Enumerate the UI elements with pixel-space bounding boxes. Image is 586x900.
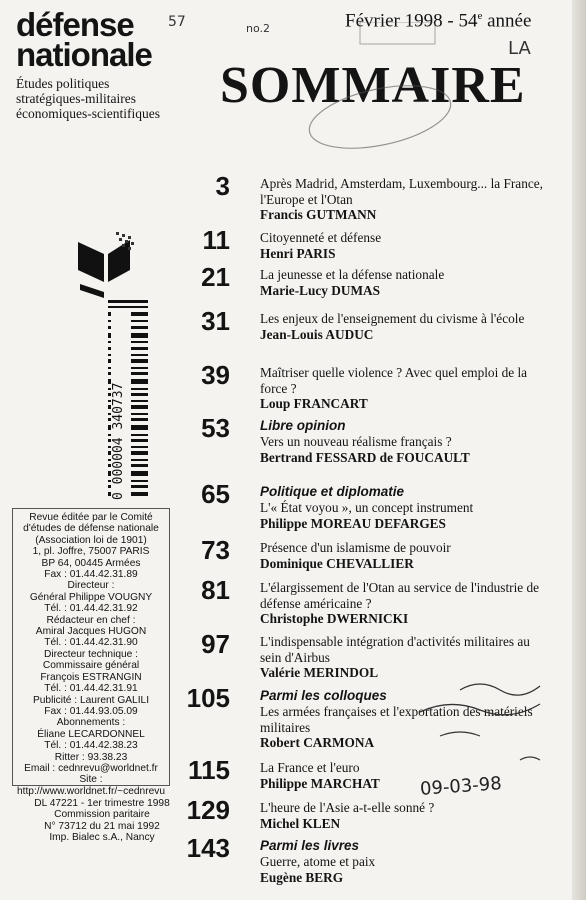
magazine-title-line1: défense [16, 6, 134, 43]
info-line: Ritter : 93.38.23 [54, 751, 128, 763]
ink-stamp-top [300, 22, 470, 172]
info-line: Amiral Jacques HUGON [35, 626, 147, 638]
handwritten-note: LA [508, 38, 531, 59]
article-title: Guerre, atome et paix [260, 854, 376, 869]
subtitle-line: stratégiques-militaires [16, 91, 136, 106]
article-author: Loup FRANCART [260, 396, 368, 411]
page-number: 11 [202, 225, 230, 255]
article-author: Michel KLEN [260, 815, 341, 831]
handwritten-note: 57 [168, 14, 186, 30]
article-author: Francis GUTMANN [260, 207, 377, 222]
page-number: 31 [201, 306, 230, 336]
article-author: Jean-Louis AUDUC [260, 326, 374, 342]
legal-notice [22, 798, 182, 844]
library-stamp [400, 650, 550, 800]
page-number: 53 [201, 413, 230, 443]
article-title: Les armées françaises et l'exportation des matériels militaires [260, 704, 533, 735]
article-author: Philippe MARCHAT [260, 775, 380, 791]
info-line: Publicité : Laurent GALILI [32, 694, 150, 706]
subtitle-line: économiques-scientifiques [16, 106, 160, 121]
info-line: Tél. : 01.44.42.38.23 [44, 740, 138, 752]
page-number: 143 [186, 833, 230, 863]
page-number: 81 [201, 575, 230, 605]
section-heading: Politique et diplomatie [260, 484, 405, 499]
page-number: 39 [201, 360, 230, 390]
magazine-subtitle [16, 76, 191, 121]
article-title: Maîtriser quelle violence ? Avec quel emploi de la force ? [260, 365, 528, 396]
info-line: Éliane LECARDONNEL [37, 728, 145, 740]
article-title: L'heure de l'Asie a-t-elle sonné ? [260, 800, 435, 815]
article-title: Présence d'un islamisme de pouvoir [260, 540, 451, 555]
article-title: L'élargissement de l'Otan au service de l'industrie de défense américaine ? [260, 580, 540, 611]
legal-line: N° 73712 du 21 mai 1992 [44, 820, 160, 832]
section-heading: Parmi les colloques [260, 688, 387, 703]
article-author: Philippe MOREAU DEFARGES [260, 515, 446, 531]
info-line: Email : cednrevu@worldnet.fr [24, 762, 158, 774]
info-line: Site : [79, 774, 103, 786]
article-title: L'« État voyou », un concept instrument [260, 500, 474, 515]
page-heading: SOMMAIRE [220, 57, 526, 114]
stamp-date: 09-03-98 [419, 773, 503, 800]
magazine-title [16, 6, 191, 73]
info-line: Tél. : 01.44.42.31.90 [44, 637, 138, 649]
legal-line: Commission paritaire [54, 809, 150, 821]
magazine-title-line2: nationale [16, 36, 152, 73]
info-line: Revue éditée par le Comité [29, 512, 153, 523]
publisher-logo [78, 232, 136, 302]
info-line: Directeur : [67, 580, 115, 592]
article-author: Dominique CHEVALLIER [260, 555, 414, 571]
article-title: Après Madrid, Amsterdam, Luxembourg... la France, l'Europe et l'Otan [260, 176, 543, 207]
page-number: 115 [188, 755, 230, 785]
info-line: Fax : 01.44.42.31.89 [44, 569, 138, 581]
page-number: 97 [201, 629, 230, 659]
article-author: Eugène BERG [260, 869, 344, 885]
article-author: Valérie MERINDOL [260, 665, 379, 680]
subtitle-line: Études politiques [16, 76, 110, 91]
info-line: d'études de défense nationale [23, 523, 159, 535]
page-edge [572, 0, 586, 900]
page-number: 73 [201, 535, 230, 565]
page-number: 105 [186, 683, 230, 713]
article-title: La France et l'euro [260, 760, 360, 775]
info-line: (Association loi de 1901) [35, 534, 147, 546]
article-author: Bertrand FESSARD de FOUCAULT [260, 449, 470, 465]
info-line: Commissaire général [42, 660, 140, 672]
page-number: 3 [215, 171, 230, 201]
article-title: Vers un nouveau réalisme français ? [260, 434, 452, 449]
info-line: Directeur technique : [43, 648, 138, 660]
section-heading: Libre opinion [260, 418, 346, 433]
article-title: Citoyenneté et défense [260, 230, 382, 245]
issue-date: Février 1998 - 54e année [345, 10, 532, 32]
barcode-digits: 0 000004 340737 [111, 310, 131, 500]
page-number: 129 [186, 795, 230, 825]
info-line: Tél. : 01.44.42.31.92 [44, 603, 138, 615]
info-line: François ESTRANGIN [40, 671, 142, 683]
stamp-scribbles [400, 650, 550, 770]
info-line: Tél. : 01.44.42.31.91 [44, 683, 138, 695]
article-author: Robert CARMONA [260, 735, 375, 750]
publisher-info-box [12, 508, 170, 797]
article-title: La jeunesse et la défense nationale [260, 267, 445, 282]
article-title: L'indispensable intégration d'activités militaires au sein d'Airbus [260, 634, 530, 665]
info-line: Rédacteur en chef : [46, 614, 136, 626]
article-title: Les enjeux de l'enseignement du civisme à l'école [260, 311, 525, 326]
handwritten-note: no.2 [246, 22, 271, 35]
page-number: 65 [201, 479, 230, 509]
legal-line: Imp. Bialec s.A., Nancy [49, 832, 155, 844]
article-author: Marie-Lucy DUMAS [260, 282, 381, 298]
info-line: http://www.worldnet.fr/~cednrevu [16, 785, 166, 797]
section-heading: Parmi les livres [260, 838, 360, 853]
info-line: Abonnements : [56, 717, 126, 729]
article-author: Henri PARIS [260, 245, 336, 261]
info-line: Général Philippe VOUGNY [29, 591, 153, 603]
info-line: Fax : 01.44.93.05.09 [44, 705, 138, 717]
article-author: Christophe DWERNICKI [260, 611, 409, 626]
info-line: BP 64, 00445 Armées [41, 557, 141, 569]
page-number: 21 [201, 262, 230, 292]
info-line: 1, pl. Joffre, 75007 PARIS [32, 546, 150, 558]
masthead [16, 6, 191, 121]
legal-line: DL 47221 - 1er trimestre 1998 [34, 798, 170, 809]
